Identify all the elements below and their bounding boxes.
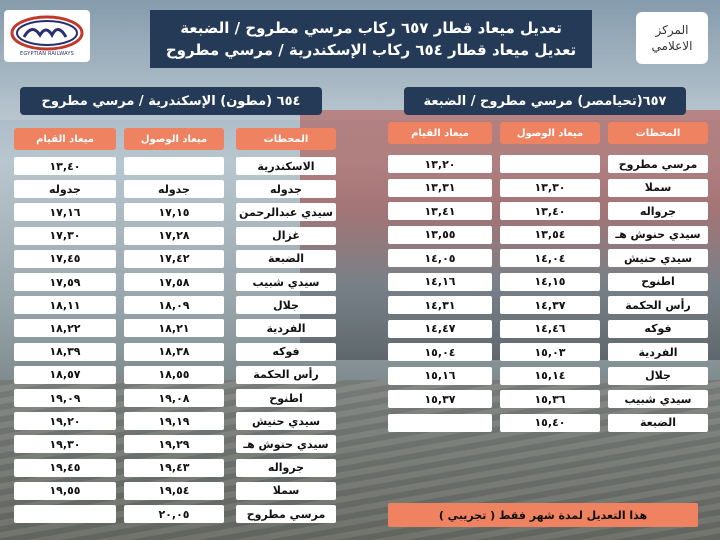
right-table-arrival-cell: ١٣,٥٤: [500, 226, 600, 244]
right-table-station-cell: الفردية: [608, 343, 708, 361]
title-line-2: تعديل ميعاد قطار ٦٥٤ ركاب الإسكندرية / مرسي مطروح: [165, 41, 577, 59]
media-center-line-2: الاعلامي: [651, 39, 693, 53]
right-table-arrival-cell: ١٤,١٥: [500, 273, 600, 291]
left-table-station-cell: جرواله: [236, 459, 336, 477]
left-table-departure-cell: ١٨,٣٩: [14, 343, 116, 361]
left-table-arrival-cell: ١٨,٥٥: [124, 366, 224, 384]
left-table-departure-cell: ١٩,٤٥: [14, 459, 116, 477]
right-table-arrival-cell: ١٤,٣٧: [500, 296, 600, 314]
right-table-departure-cell: ١٣,٥٥: [388, 226, 492, 244]
left-table-arrival-cell: ١٨,٠٩: [124, 296, 224, 314]
right-table-departure-cell: ١٣,٣١: [388, 179, 492, 197]
left-table-arrival-cell: ١٧,٥٨: [124, 273, 224, 291]
egyptian-railways-logo: [4, 10, 90, 62]
right-table-station-cell: مرسي مطروح: [608, 155, 708, 173]
right-table-departure-cell: ١٤,٤٧: [388, 320, 492, 338]
right-table-station-cell: الضبعة: [608, 414, 708, 432]
right-table-departure-cell: ١٤,٣١: [388, 296, 492, 314]
left-table-station-cell: غزال: [236, 227, 336, 245]
right-table-departure-cell: ١٣,٢٠: [388, 155, 492, 173]
left-table-arrival-cell: ١٧,٤٢: [124, 250, 224, 268]
left-table-station-cell: سيدي حنيش: [236, 412, 336, 430]
right-table-arrival-cell: [500, 155, 600, 173]
right-table-departure-cell: ١٤,٠٥: [388, 249, 492, 267]
left-table-departure-cell: ١٣,٤٠: [14, 157, 116, 175]
left-table-station-cell: سيدي عبدالرحمن: [236, 203, 336, 221]
right-table-arrival-cell: ١٣,٣٠: [500, 179, 600, 197]
left-table-station-cell: الضبعة: [236, 250, 336, 268]
right-table-arrival-cell: ١٥,٣٦: [500, 390, 600, 408]
left-table-arrival-cell: ١٩,٢٩: [124, 435, 224, 453]
left-table-departure-cell: ١٧,٣٠: [14, 227, 116, 245]
right-table-departure-cell: ١٤,١٦: [388, 273, 492, 291]
right-table-departure-cell: [388, 414, 492, 432]
right-table-departure-cell: ١٥,٠٤: [388, 343, 492, 361]
left-header-departure: ميعاد القيام: [14, 128, 116, 150]
left-header-stations: المحطات: [236, 128, 336, 150]
right-table-arrival-cell: ١٥,٠٣: [500, 343, 600, 361]
left-table-arrival-cell: ١٩,١٩: [124, 412, 224, 430]
right-table-station-cell: رأس الحكمة: [608, 296, 708, 314]
left-table-arrival-cell: ١٧,٢٨: [124, 227, 224, 245]
media-center-line-1: المركز: [655, 23, 689, 37]
right-table-arrival-cell: ١٣,٤٠: [500, 202, 600, 220]
left-table-arrival-cell: ١٩,٤٣: [124, 459, 224, 477]
left-table-departure-cell: ١٨,٢٢: [14, 319, 116, 337]
right-table-station-cell: جلال: [608, 367, 708, 385]
page-title: [150, 10, 592, 68]
left-table-station-cell: مرسي مطروح: [236, 505, 336, 523]
left-table-arrival-cell: ١٧,١٥: [124, 203, 224, 221]
left-table-arrival-cell: ١٩,٥٤: [124, 482, 224, 500]
left-table-title: ٦٥٤ (مطون) الإسكندرية / مرسي مطروح: [20, 87, 322, 115]
left-table-departure-cell: ١٩,٣٠: [14, 435, 116, 453]
right-table-station-cell: فوكه: [608, 320, 708, 338]
right-table-station-cell: سملا: [608, 179, 708, 197]
left-table-station-cell: فوكه: [236, 343, 336, 361]
left-table-station-cell: اطنوح: [236, 389, 336, 407]
right-table-station-cell: سيدي حنوش هـ: [608, 226, 708, 244]
left-table-arrival-cell: ١٨,٣٨: [124, 343, 224, 361]
right-header-arrival: ميعاد الوصول: [500, 122, 600, 144]
railways-emblem-icon: [10, 15, 84, 51]
right-table-departure-cell: ١٥,٣٧: [388, 390, 492, 408]
right-table-station-cell: جرواله: [608, 202, 708, 220]
right-table-arrival-cell: ١٥,٤٠: [500, 414, 600, 432]
left-table-departure-cell: [14, 505, 116, 523]
left-table-departure-cell: ١٨,١١: [14, 296, 116, 314]
left-table-station-cell: سملا: [236, 482, 336, 500]
left-table-departure-cell: ١٧,١٦: [14, 203, 116, 221]
left-table-station-cell: الاسكندرية: [236, 157, 336, 175]
left-table-station-cell: رأس الحكمة: [236, 366, 336, 384]
right-table-arrival-cell: ١٤,٠٤: [500, 249, 600, 267]
left-table-departure-cell: ١٧,٤٥: [14, 250, 116, 268]
left-table-station-cell: سيدي شبيب: [236, 273, 336, 291]
media-center-badge: [636, 12, 708, 64]
right-table-station-cell: سيدي حنيش: [608, 249, 708, 267]
right-table-station-cell: اطنوح: [608, 273, 708, 291]
right-table-departure-cell: ١٥,١٦: [388, 367, 492, 385]
left-table-station-cell: سيدي حنوش هـ: [236, 435, 336, 453]
title-line-1: تعديل ميعاد قطار ٦٥٧ ركاب مرسي مطروح / الضبعة: [180, 19, 562, 37]
right-table-arrival-cell: ١٥,١٤: [500, 367, 600, 385]
left-table-departure-cell: ١٩,٥٥: [14, 482, 116, 500]
right-table-departure-cell: ١٣,٤١: [388, 202, 492, 220]
trial-note: هذا التعديل لمدة شهر فقط ( تجريبي ): [388, 503, 698, 527]
logo-text: EGYPTIAN RAILWAYS: [20, 51, 74, 57]
right-table-title: ٦٥٧(تحيامصر) مرسي مطروح / الضبعة: [404, 87, 686, 115]
left-table-arrival-cell: [124, 157, 224, 175]
left-table-station-cell: جلال: [236, 296, 336, 314]
left-header-arrival: ميعاد الوصول: [124, 128, 224, 150]
left-table-departure-cell: ١٩,٢٠: [14, 412, 116, 430]
right-header-departure: ميعاد القيام: [388, 122, 492, 144]
left-table-arrival-cell: ١٨,٢١: [124, 319, 224, 337]
left-table-arrival-cell: ٢٠,٠٥: [124, 505, 224, 523]
right-table-arrival-cell: ١٤,٤٦: [500, 320, 600, 338]
left-table-departure-cell: ١٧,٥٩: [14, 273, 116, 291]
left-table-arrival-cell: ١٩,٠٨: [124, 389, 224, 407]
left-table-station-cell: الفردية: [236, 319, 336, 337]
right-table-station-cell: سيدي شبيب: [608, 390, 708, 408]
right-header-stations: المحطات: [608, 122, 708, 144]
left-table-departure-cell: جدوله: [14, 180, 116, 198]
left-table-departure-cell: ١٨,٥٧: [14, 366, 116, 384]
left-table-station-cell: جدوله: [236, 180, 336, 198]
left-table-arrival-cell: جدوله: [124, 180, 224, 198]
left-table-departure-cell: ١٩,٠٩: [14, 389, 116, 407]
